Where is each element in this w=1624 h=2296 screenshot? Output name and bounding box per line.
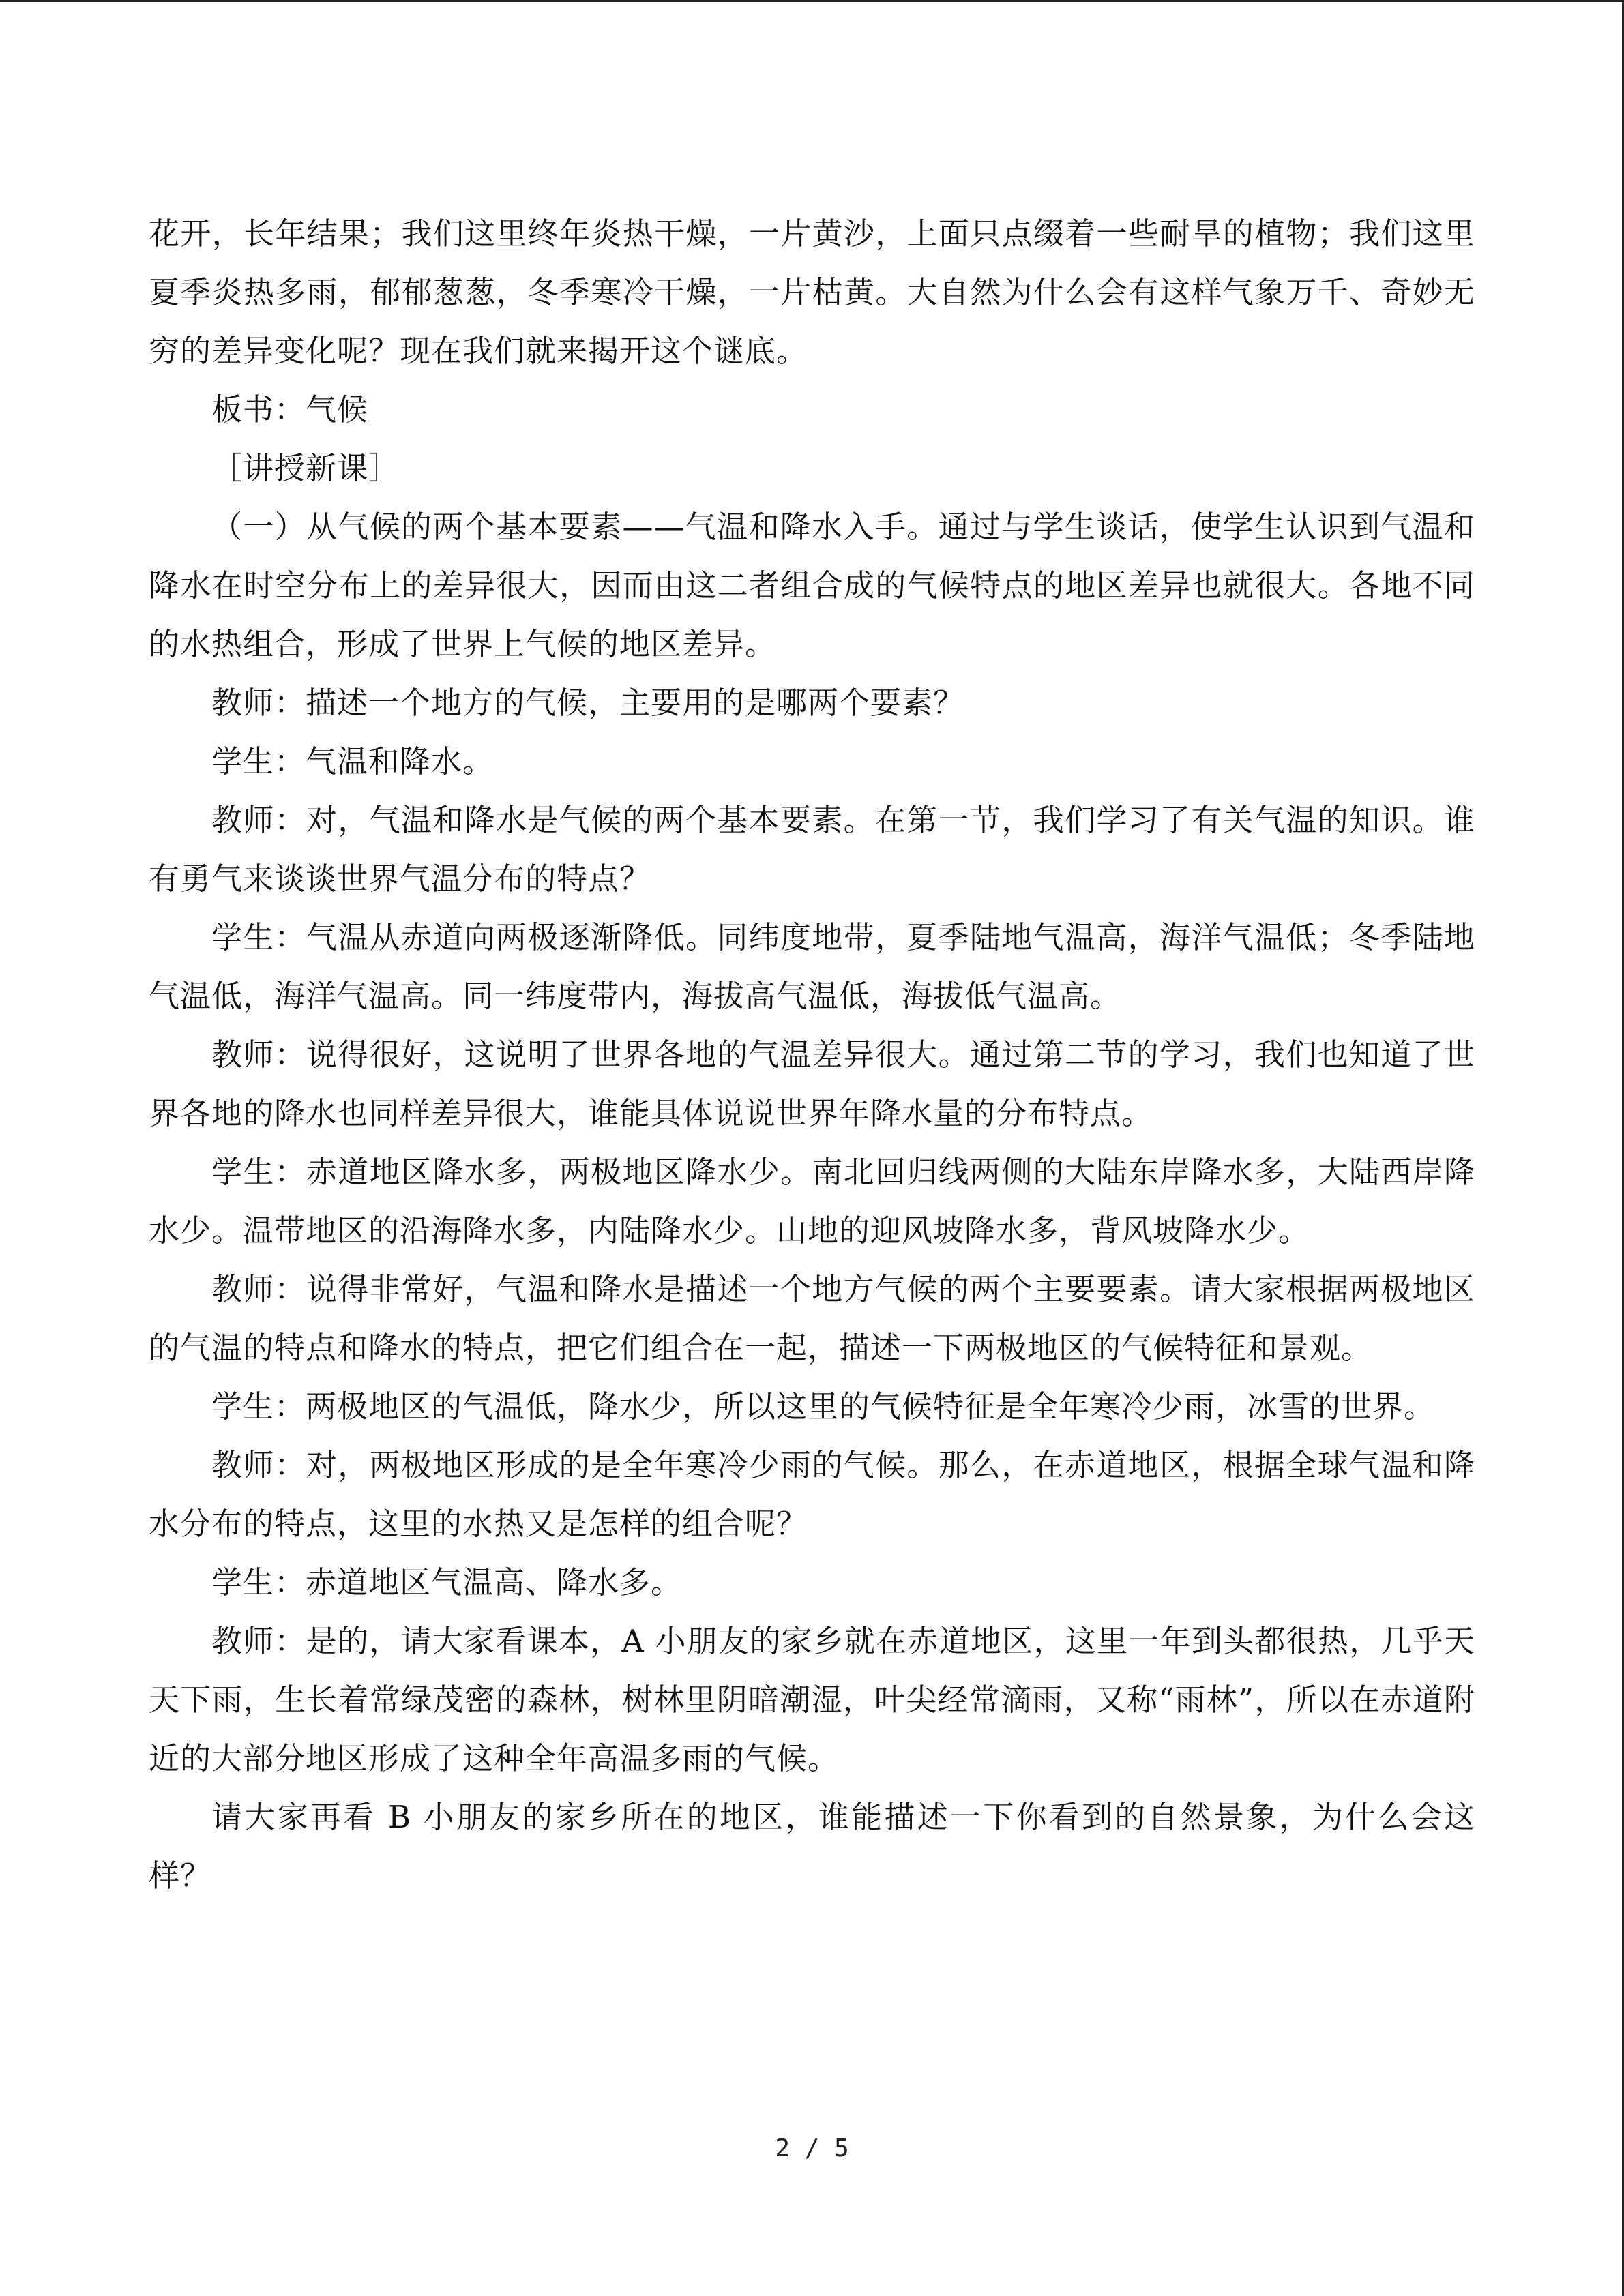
document-body — [149, 205, 1475, 1905]
paragraph-teacher-5: 教师：对，两极地区形成的是全年寒冷少雨的气候。那么，在赤道地区，根据全球气温和降水分布的特点，这里的水热又是怎样的组合呢？ — [149, 1447, 1475, 1542]
page-number: 2 / 5 — [775, 2134, 849, 2162]
paragraph-teacher-2: 教师：对，气温和降水是气候的两个基本要素。在第一节，我们学习了有关气温的知识。谁有勇气来谈谈世界气温分布的特点？ — [149, 802, 1475, 897]
paragraph-student-1: 学生：气温和降水。 — [211, 743, 494, 779]
paragraph-board-note: 板书：气候 — [211, 391, 369, 428]
paragraph-teacher-3: 教师：说得很好，这说明了世界各地的气温差异很大。通过第二节的学习，我们也知道了世界各地的降水也同样差异很大，谁能具体说说世界年降水量的分布特点。 — [149, 1037, 1475, 1131]
paragraph-part-one: （一）从气候的两个基本要素——气温和降水入手。通过与学生谈话，使学生认识到气温和降水在时空分布上的差异很大，因而由这二者组合成的气候特点的地区差异也就很大。各地不同的水热组合，形成了世界上气候的地区差异。 — [149, 509, 1475, 662]
page-top-border — [0, 0, 1624, 2]
paragraph-continuation: 花开，长年结果；我们这里终年炎热干燥，一片黄沙，上面只点缀着一些耐旱的植物；我们这里夏季炎热多雨，郁郁葱葱，冬季寒冷干燥，一片枯黄。大自然为什么会有这样气象万千、奇妙无穷的差异变化呢？现在我们就来揭开这个谜底。 — [149, 215, 1475, 369]
paragraph-student-3: 学生：赤道地区降水多，两极地区降水少。南北回归线两侧的大陆东岸降水多，大陆西岸降水少。温带地区的沿海降水多，内陆降水少。山地的迎风坡降水多，背风坡降水少。 — [149, 1154, 1475, 1249]
paragraph-teacher-6: 教师：是的，请大家看课本，A 小朋友的家乡就在赤道地区，这里一年到头都很热，几乎天天下雨，生长着常绿茂密的森林，树林里阴暗潮湿，叶尖经常滴雨，又称“雨林”，所以在赤道附近的大部分地区形成了这种全年高温多雨的气候。 — [149, 1623, 1475, 1776]
paragraph-teacher-4: 教师：说得非常好，气温和降水是描述一个地方气候的两个主要要素。请大家根据两极地区的气温的特点和降水的特点，把它们组合在一起，描述一下两极地区的气候特征和景观。 — [149, 1271, 1475, 1366]
paragraph-student-4: 学生：两极地区的气温低，降水少，所以这里的气候特征是全年寒冷少雨，冰雪的世界。 — [211, 1388, 1436, 1425]
paragraph-teacher-1: 教师：描述一个地方的气候，主要用的是哪两个要素？ — [211, 685, 965, 721]
section-heading-new-lesson: ［讲授新课］ — [211, 450, 400, 486]
paragraph-student-2: 学生：气温从赤道向两极逐渐降低。同纬度地带，夏季陆地气温高，海洋气温低；冬季陆地气温低，海洋气温高。同一纬度带内，海拔高气温低，海拔低气温高。 — [149, 919, 1475, 1014]
paragraph-student-5: 学生：赤道地区气温高、降水多。 — [211, 1564, 683, 1600]
paragraph-teacher-7: 请大家再看 B 小朋友的家乡所在的地区，谁能描述一下你看到的自然景象，为什么会这样？ — [149, 1799, 1475, 1894]
